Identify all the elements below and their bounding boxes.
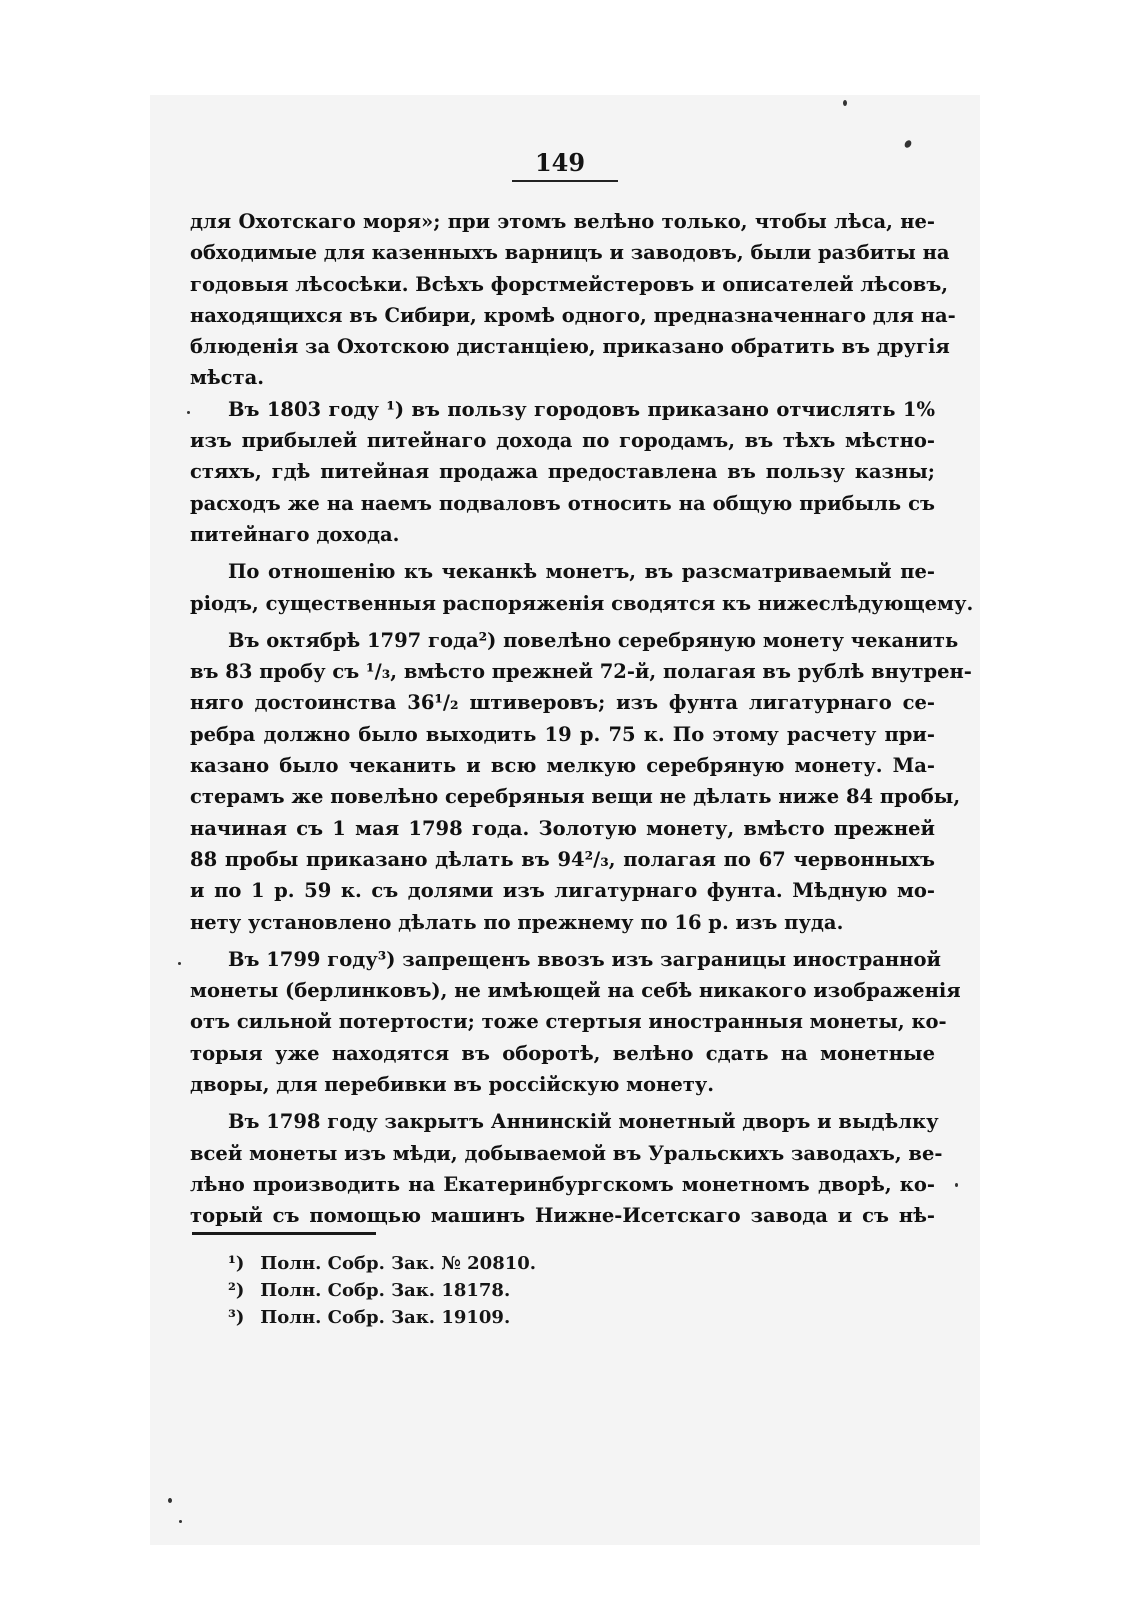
text-line: Въ 1803 году ¹) въ пользу городовъ приказано отчислять 1% <box>228 397 935 421</box>
page-number: 149 <box>534 148 586 177</box>
text-line: Въ октябрѣ 1797 года²) повелѣно серебряную монету чеканить <box>228 628 959 652</box>
footnote-mark: ³) <box>228 1307 245 1328</box>
footnote-mark: ²) <box>228 1280 245 1301</box>
text-line: 88 пробы приказано дѣлать въ 94²/₃, полагая по 67 червонныхъ <box>190 847 935 871</box>
text-line: По отношенію къ чеканкѣ монетъ, въ разсматриваемый пе- <box>228 560 935 584</box>
text-line: въ 83 пробу съ ¹/₃, вмѣсто прежней 72-й, полагая въ рублѣ внутрен- <box>190 660 972 684</box>
footnote-separator <box>192 1232 376 1235</box>
text-line: мѣста. <box>190 366 265 390</box>
text-line: блюденія за Охотскою дистанціею, приказано обратить въ другія <box>190 335 950 359</box>
footnote <box>228 1304 536 1331</box>
text-line: и по 1 р. 59 к. съ долями изъ лигатурнаго фунта. Мѣдную мо- <box>190 879 935 903</box>
scan-speck <box>187 411 190 414</box>
text-line: изъ прибылей питейнаго дохода по городамъ, въ тѣхъ мѣстно- <box>190 429 935 453</box>
text-line: годовыя лѣсосѣки. Всѣхъ форстмейстеровъ и описателей лѣсовъ, <box>190 272 949 296</box>
text-line: казано было чеканить и всю мелкую серебряную монету. Ма- <box>190 754 935 778</box>
text-line: Въ 1799 году³) запрещенъ ввозъ изъ заграницы иностранной <box>228 947 941 971</box>
text-line: ребра должно было выходить 19 р. 75 к. По этому расчету при- <box>190 722 935 746</box>
text-line: лѣно производить на Екатеринбургскомъ монетномъ дворѣ, ко- <box>190 1172 935 1196</box>
body-text <box>190 206 974 1232</box>
text-line: няго достоинства 36¹/₂ штиверовъ; изъ фунта лигатурнаго се- <box>190 691 935 715</box>
text-line: обходимые для казенныхъ варницъ и заводовъ, были разбиты на <box>190 241 950 265</box>
text-line: отъ сильной потертости; тоже стертыя иностранныя монеты, ко- <box>190 1010 947 1034</box>
footnote-text: Полн. Собр. Зак. 18178. <box>260 1280 511 1301</box>
footnotes <box>228 1250 536 1331</box>
scan-speck <box>955 1183 958 1187</box>
text-line: для Охотскаго моря»; при этомъ велѣно только, чтобы лѣса, не- <box>190 210 935 233</box>
text-line: стяхъ, гдѣ питейная продажа предоставлена въ пользу казны; <box>190 460 935 484</box>
text-line: торыя уже находятся въ оборотѣ, велѣно сдать на монетные <box>190 1041 935 1065</box>
text-line: начиная съ 1 мая 1798 года. Золотую монету, вмѣсто прежней <box>190 816 935 840</box>
scan-speck <box>179 1520 182 1523</box>
footnote <box>228 1250 536 1277</box>
footnote-text: Полн. Собр. Зак. 19109. <box>260 1307 511 1328</box>
footnote-text: Полн. Собр. Зак. № 20810. <box>260 1253 537 1274</box>
text-line: стерамъ же повелѣно серебряныя вещи не дѣлать ниже 84 пробы, <box>190 785 961 809</box>
text-line: дворы, для перебивки въ россійскую монету. <box>190 1073 715 1097</box>
text-line: расходъ же на наемъ подваловъ относить на общую прибыль съ <box>190 491 935 515</box>
page-number-underline <box>512 180 618 182</box>
footnote-mark: ¹) <box>228 1253 245 1274</box>
scan-speck <box>178 962 181 965</box>
text-line: Въ 1798 году закрытъ Аннинскій монетный дворъ и выдѣлку <box>228 1110 939 1134</box>
scan-speck <box>168 1498 172 1503</box>
scan-speck <box>843 100 847 106</box>
text-line: всей монеты изъ мѣди, добываемой въ Уральскихъ заводахъ, ве- <box>190 1141 943 1165</box>
text-line: ріодъ, существенныя распоряженія сводятся къ нижеслѣдующему. <box>190 591 974 615</box>
text-line: нету установлено дѣлать по прежнему по 16 р. изъ пуда. <box>190 910 844 934</box>
footnote <box>228 1277 536 1304</box>
text-line: питейнаго дохода. <box>190 522 400 546</box>
text-line: торый съ помощью машинъ Нижне-Исетскаго завода и съ нѣ- <box>190 1204 935 1228</box>
text-line: находящихся въ Сибири, кромѣ одного, предназначеннаго для на- <box>190 303 956 327</box>
text-line: монеты (берлинковъ), не имѣющей на себѣ никакого изображенія <box>190 979 961 1003</box>
